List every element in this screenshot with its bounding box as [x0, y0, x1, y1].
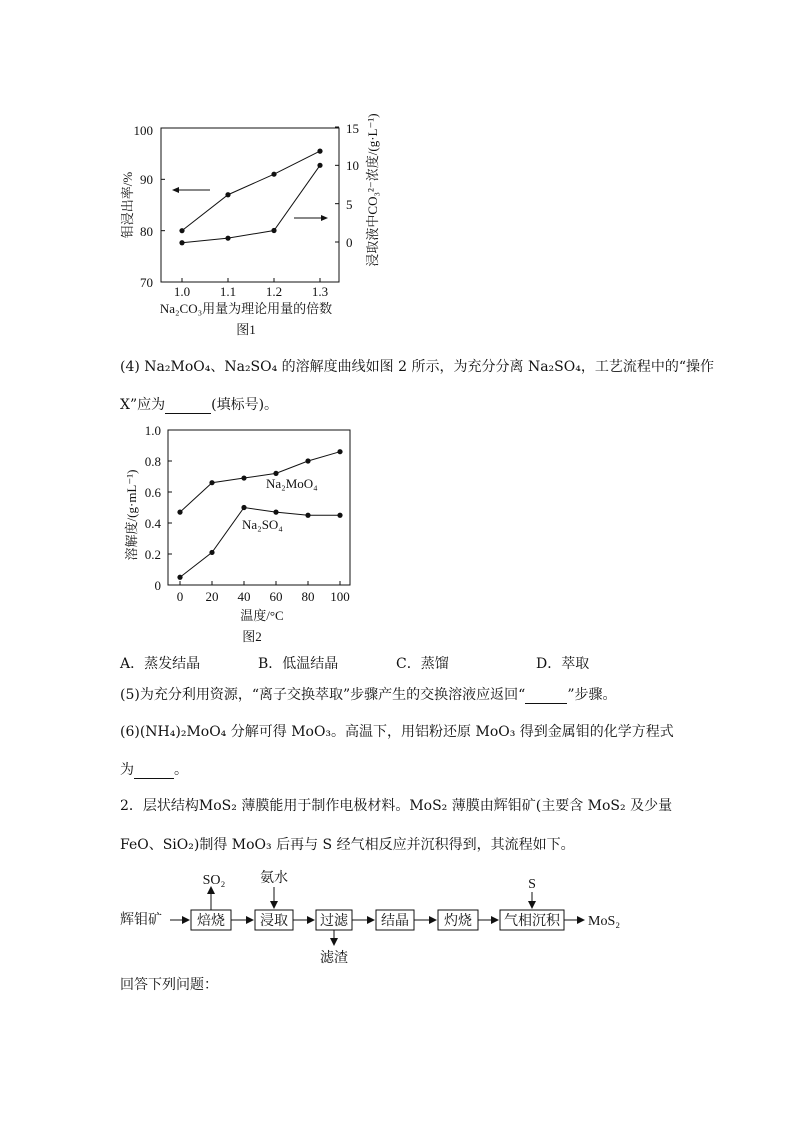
figure-1-left-ticks: [161, 128, 165, 282]
answer-blank-6[interactable]: [134, 764, 174, 779]
series-label-na2moo4: Na₂MoO₄: [266, 476, 318, 491]
left-axis-label: 钼浸出率/%: [120, 171, 135, 239]
y-tick: 0.4: [144, 516, 161, 531]
figure-1: [0, 0, 794, 350]
figure-2-point-0: [305, 458, 310, 463]
question-5-suffix: ”步骤。: [567, 687, 617, 703]
y-axis-label: 溶解度/(g·mL⁻¹): [124, 469, 139, 561]
figure-2-point-1: [273, 510, 278, 515]
step-roast: 焙烧: [197, 914, 225, 929]
x-tick: 1.0: [173, 284, 191, 299]
y-left-tick: 70: [140, 275, 153, 290]
x-tick: 20: [205, 589, 219, 604]
product-label: MoS₂: [588, 914, 621, 929]
y-right-tick: 15: [346, 121, 359, 136]
figure-2-point-0: [209, 480, 214, 485]
problem-2-line-2: FeO、SiO₂)制得 MoO₃ 后再与 S 经气相反应并沉积得到，其流程如下。: [120, 837, 575, 853]
figure-1-point-left: [225, 192, 230, 197]
step-filter: 过滤: [320, 914, 348, 929]
figure-1-point-right: [317, 163, 322, 168]
problem-2-line-1: 2．层状结构MoS₂ 薄膜能用于制作电极材料。MoS₂ 薄膜由辉钼矿(主要含 MoS₂ 及少量: [120, 798, 673, 814]
figure-1-point-right: [271, 228, 276, 233]
figure-2-point-1: [177, 575, 182, 580]
figure-1-right-ticks: [335, 127, 339, 242]
answer-blank-4[interactable]: [165, 399, 211, 414]
step-calcine: 灼烧: [444, 914, 472, 929]
y-right-tick: 10: [346, 158, 359, 173]
y-left-tick: 80: [140, 224, 153, 239]
y-tick: 0.8: [144, 454, 161, 469]
y-tick: 1.0: [144, 423, 161, 438]
step-cvd: 气相沉积: [504, 914, 560, 929]
figure-1-plot: [179, 149, 322, 246]
y-right-tick: 0: [346, 235, 353, 250]
x-tick: 1.1: [219, 284, 237, 299]
answer-blank-5[interactable]: [525, 689, 567, 704]
ammonia-label: 氨水: [260, 871, 288, 886]
y-left-tick: 90: [140, 172, 153, 187]
figure-2-y-ticks: [168, 430, 172, 585]
option-c[interactable]: C．蒸馏: [396, 656, 449, 672]
figure-2-point-0: [177, 510, 182, 515]
question-6-prefix: 为: [120, 762, 134, 778]
x-tick: 0: [176, 589, 184, 604]
question-4-suffix: (填标号)。: [211, 397, 279, 413]
option-d[interactable]: D．萃取: [536, 656, 590, 672]
x-tick: 1.3: [311, 284, 329, 299]
y-tick: 0.2: [144, 547, 161, 562]
figure-2-point-0: [337, 449, 342, 454]
question-6-line-2: [120, 761, 188, 779]
figure-1-caption: 图1: [236, 322, 256, 337]
figure-2-caption: 图2: [242, 629, 262, 644]
sulfur-label: S: [528, 877, 536, 892]
figure-1-series-line-left: [182, 151, 320, 231]
figure-1-series-line-right: [182, 165, 320, 242]
left-arrow-head: [172, 187, 179, 193]
figure-2-x-ticks: [180, 581, 340, 585]
right-arrow-head: [321, 215, 328, 221]
figure-2-point-0: [273, 471, 278, 476]
figure-1-point-left: [271, 172, 276, 177]
step-leach: 浸取: [260, 914, 288, 929]
figure-2-frame: [168, 430, 350, 585]
option-b[interactable]: B．低温结晶: [258, 656, 339, 672]
x-axis-label: 温度/°C: [240, 608, 284, 623]
x-tick: 40: [237, 589, 251, 604]
x-tick: 60: [269, 589, 283, 604]
figure-1-point-left: [317, 149, 322, 154]
figure-2-point-0: [241, 475, 246, 480]
so2-label: SO₂: [202, 873, 226, 888]
residue-label: 滤渣: [320, 951, 348, 966]
question-4-line-1: (4) Na₂MoO₄、Na₂SO₄ 的溶解度曲线如图 2 所示，为充分分离 Na₂SO₄，工艺流程中的“操作: [120, 359, 714, 375]
y-tick: 0.6: [144, 485, 161, 500]
y-left-tick: 100: [133, 123, 153, 138]
series-label-na2so4: Na₂SO₄: [242, 517, 283, 532]
y-tick: 0: [154, 578, 161, 593]
question-5-prefix: (5)为充分利用资源，“离子交换萃取”步骤产生的交换溶液应返回“: [120, 687, 526, 703]
figure-1-frame: [161, 128, 339, 282]
right-axis-label: 浸取液中CO₃²⁻浓度/(g·L⁻¹): [365, 113, 380, 267]
figure-2-plot: [177, 449, 342, 580]
figure-1-point-right: [225, 236, 230, 241]
x-tick: 80: [301, 589, 315, 604]
figure-1-point-left: [179, 228, 184, 233]
figure-2-point-1: [305, 513, 310, 518]
flow-start-label: 辉钼矿: [120, 913, 162, 928]
answer-prompt: 回答下列问题：: [120, 977, 218, 993]
option-a[interactable]: A．蒸发结晶: [120, 656, 201, 672]
question-4-prefix: X”应为: [120, 397, 166, 413]
figure-2-point-1: [209, 550, 214, 555]
x-tick: 100: [330, 589, 350, 604]
figure-2-point-1: [337, 513, 342, 518]
x-axis-label: Na₂CO₃用量为理论用量的倍数: [159, 301, 333, 316]
question-5: [120, 686, 616, 704]
x-tick: 1.2: [265, 284, 283, 299]
y-right-tick: 5: [346, 197, 353, 212]
question-6-line-1: (6)(NH₄)₂MoO₄ 分解可得 MoO₃。高温下，用铝粉还原 MoO₃ 得到金属钼的化学方程式: [120, 724, 674, 740]
figure-2-point-1: [241, 505, 246, 510]
figure-1-x-ticks: [182, 278, 320, 282]
question-4-line-2: [120, 396, 278, 414]
process-flowchart: [0, 865, 794, 975]
question-6-suffix: 。: [174, 762, 188, 778]
step-crystallize: 结晶: [381, 914, 409, 929]
figure-2: [0, 415, 794, 655]
figure-1-point-right: [179, 240, 184, 245]
